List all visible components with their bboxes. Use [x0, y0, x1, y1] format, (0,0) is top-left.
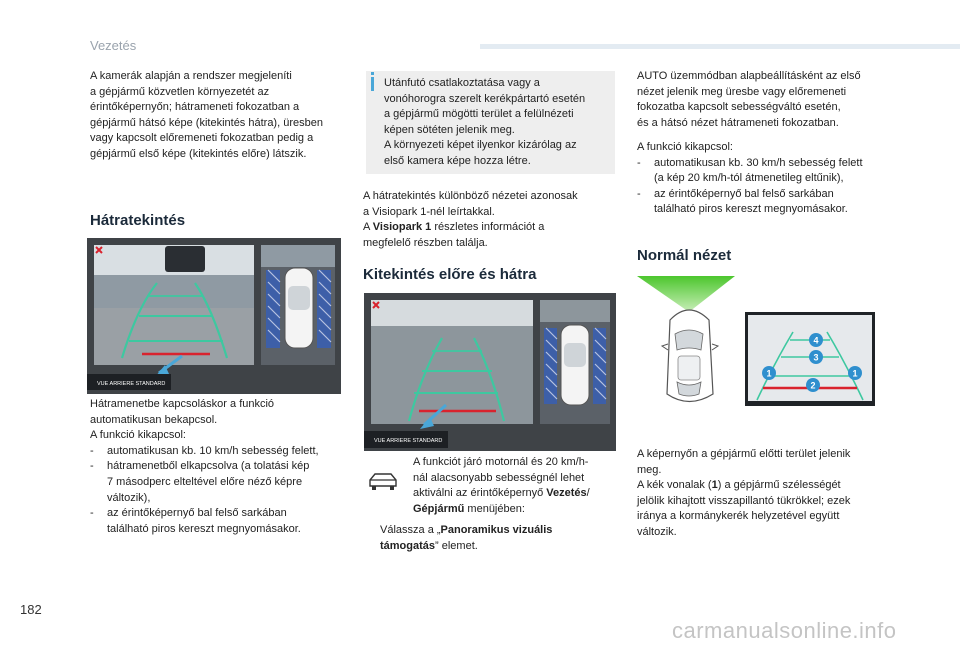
rear-view-text [90, 397, 350, 537]
intro-line: gépjármű hátsó képe (kitekintés hátra), üresben [90, 116, 323, 129]
text-line: nézet jelenik meg üresbe vagy előremeneti [637, 85, 847, 98]
text-line: AUTO üzemmódban alapbeállításként az első [637, 70, 861, 82]
visiopark-paragraph [363, 189, 623, 251]
header-bar [480, 44, 960, 49]
text-line: A hátratekintés különböző nézetei azonosak [363, 190, 578, 202]
marker-1-left: 1 [766, 368, 772, 379]
off-conditions-list [637, 156, 897, 218]
list-line: 7 másodperc elteltével előre néző képre [107, 475, 303, 488]
select-instruction [363, 523, 623, 554]
off-conditions-list [90, 444, 350, 538]
list-line: automatikusan kb. 10 km/h sebesség felett, [107, 444, 319, 457]
list-item: - automatikusan kb. 30 km/h sebesség felett (a kép 20 km/h-tól átmenetileg eltűnik), [637, 156, 897, 187]
auto-mode-paragraph [637, 69, 897, 131]
list-item [90, 444, 350, 460]
rear-camera-image [87, 238, 341, 394]
intro-line: A kamerák alapján a rendszer megjeleníti [90, 70, 292, 82]
list-item [90, 506, 350, 537]
list-line: hátramenetből elkapcsolva (a tolatási kép [107, 460, 310, 473]
running-header: Vezetés [90, 38, 137, 53]
text-line: automatikusan bekapcsol. [90, 413, 218, 426]
text-line: A képernyőn a gépjármű előtti terület jelenik [637, 448, 851, 460]
heading-front-rear-view: Kitekintés előre és hátra [363, 266, 537, 283]
text-line: jelölik kihajtott visszapillantó tükrökkel; ezek [637, 494, 851, 507]
marker-1-right: 1 [852, 368, 858, 379]
text-line: támogatás” elemet. [380, 539, 478, 552]
watermark: carmanualsonline.info [672, 618, 897, 643]
intro-line: érintőképernyőn; hátrameneti fokozatban a [90, 101, 300, 114]
text-line: A Visiopark 1 részletes információt a [363, 221, 545, 234]
text-line: A funkció kikapcsol: [637, 141, 733, 153]
intro-line: vagy kapcsolt előremeneti fokozatban pedig a [90, 132, 314, 145]
list-line: az érintőképernyő bal felső sarkában [107, 507, 287, 520]
text-line: A funkció kikapcsol: [90, 429, 186, 442]
front-rear-camera-image [364, 293, 616, 451]
text-line: a Visiopark 1-nél leírtakkal. [363, 205, 495, 218]
car-icon [366, 468, 400, 494]
normal-view-text [637, 447, 897, 541]
text-line: fokozatba kapcsolt sebességváltó esetén, [637, 101, 841, 114]
text-line: meg. [637, 463, 662, 476]
text-line: nál alacsonyabb sebességnél lehet [413, 471, 585, 484]
text-line: A funkciót járó motornál és 20 km/h- [413, 456, 589, 468]
note-text: Utánfutó csatlakoztatása vagy a vonóhorogra szerelt kerékpártartó esetén a gépjármű mögötti terület a felülnézeti képen sötéten jelenik meg. A környezeti képet ilyenkor kizárólag az első kamera képe hozza létre. [384, 77, 586, 167]
text-line: Válassza a „Panoramikus vizuális [380, 524, 553, 536]
list-line: található piros kereszt megnyomásakor. [107, 522, 301, 535]
intro-line: a gépjármű közvetlen környezetét az [90, 85, 270, 98]
list-item: - az érintőképernyő bal felső sarkában található piros kereszt megnyomásakor. [637, 187, 897, 218]
text-line: iránya a kormánykerék helyzetével együtt [637, 510, 840, 523]
intro-line: gépjármű első képe (kitekintés előre) látszik. [90, 147, 307, 160]
car-top-view-diagram [637, 274, 747, 419]
text-line: A kék vonalak (1) a gépjármű szélességét [637, 479, 841, 492]
rear-image-label: VUE ARRIERE STANDARD [97, 381, 166, 387]
info-icon [371, 77, 374, 91]
heading-normal-view: Normál nézet [637, 247, 732, 264]
text-line: Gépjármű menüjében: [413, 502, 525, 515]
heading-rear-view: Hátratekintés [90, 212, 186, 229]
page-number: 182 [20, 602, 42, 617]
intro-paragraph [90, 69, 350, 163]
marker-2: 2 [810, 380, 816, 391]
text-line: aktiválni az érintőképernyő Vezetés/ [413, 487, 590, 500]
front-camera-diagram [745, 312, 875, 406]
text-line: változik. [637, 525, 677, 538]
marker-3: 3 [813, 352, 819, 363]
text-line: és a hátsó nézet hátrameneti fokozatban. [637, 116, 839, 129]
text-line: Hátramenetbe kapcsoláskor a funkció [90, 398, 275, 410]
front-rear-image-label: VUE ARRIERE STANDARD [374, 438, 443, 444]
motor-note [413, 455, 623, 517]
list-item [90, 459, 350, 506]
info-note-box [366, 71, 615, 174]
marker-4: 4 [813, 335, 819, 346]
text-line: megfelelő részben találja. [363, 236, 488, 249]
list-line: változik), [107, 491, 151, 504]
off-conditions-block [637, 140, 897, 218]
